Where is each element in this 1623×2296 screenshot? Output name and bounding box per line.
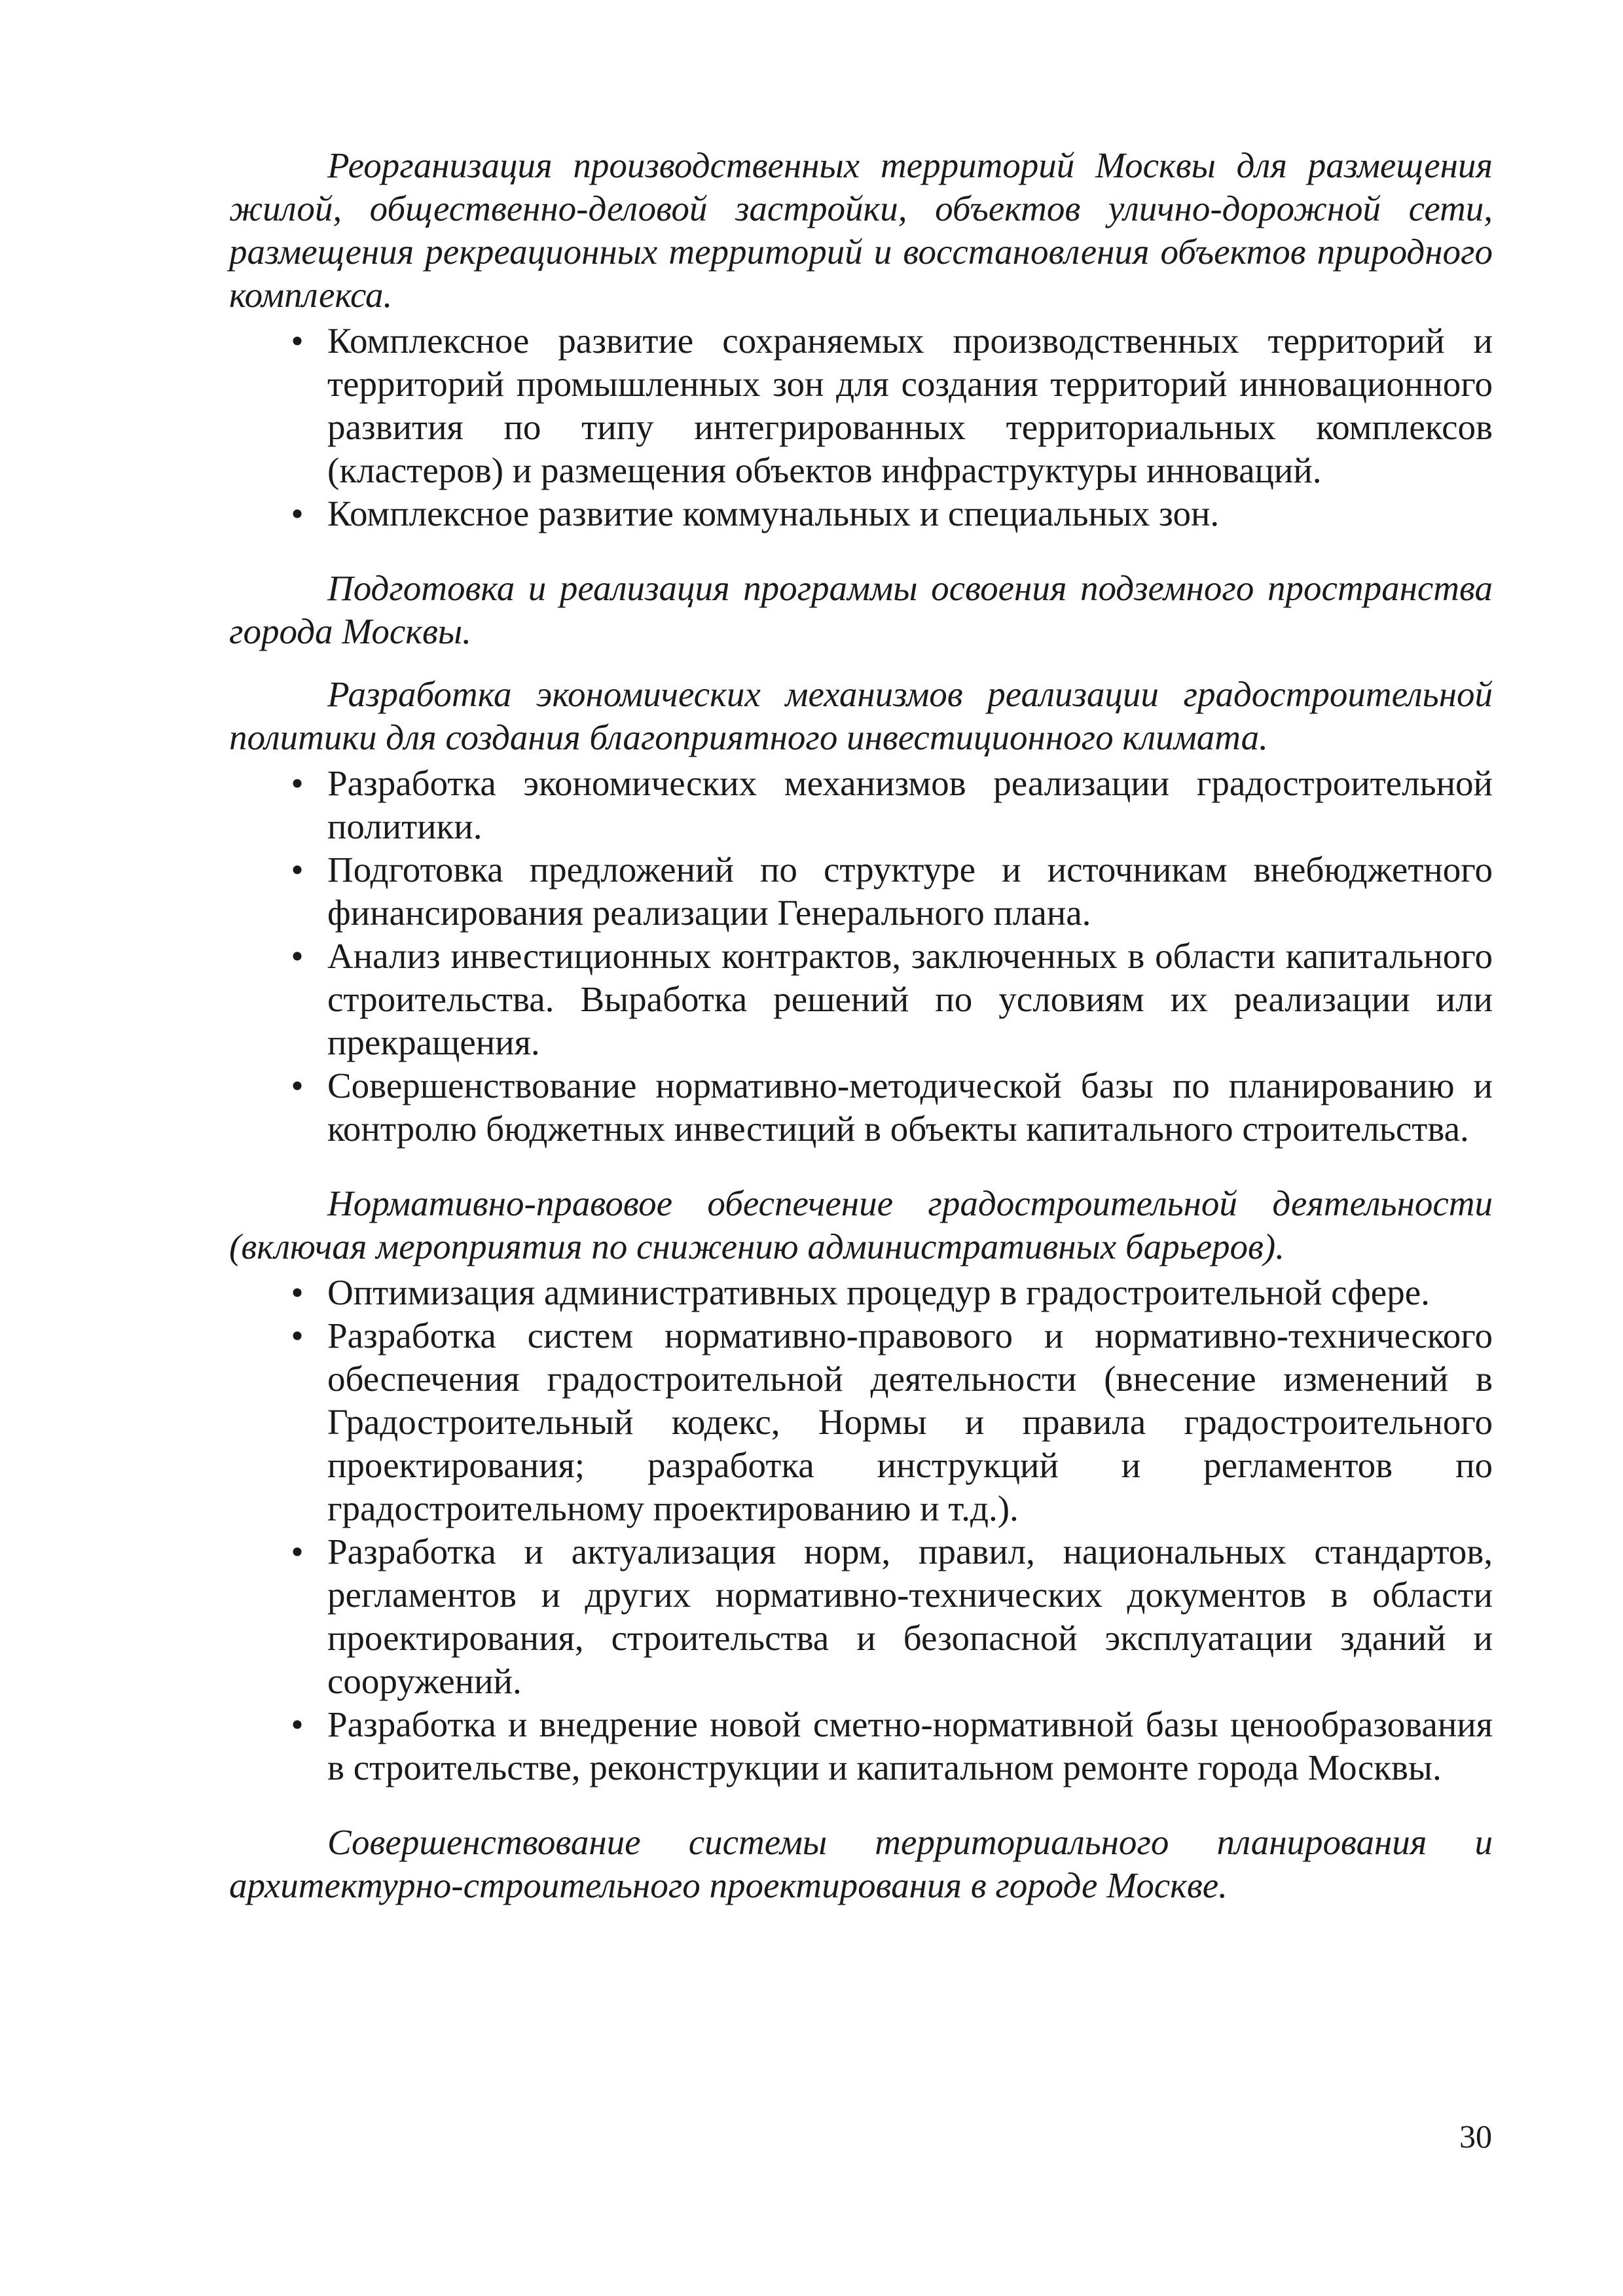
bullet-icon: • [291, 1066, 304, 1105]
bullet-icon: • [291, 1704, 304, 1744]
list-item-text: Разработка систем нормативно-правового и нормативно-технического обеспечения градостроительной деятельности (внесение изменений в Градостроительный кодекс, Нормы и правила градостроительного проектирования; разработка инструкций и регламентов по градостроительному проектированию и т.д.). [327, 1316, 1493, 1528]
list-item-text: Совершенствование нормативно-методической базы по планированию и контролю бюджетных инвестиций в объекты капитального строительства. [327, 1066, 1493, 1149]
bullet-list [229, 1271, 1493, 1789]
bullet-list [229, 762, 1493, 1151]
list-item [229, 319, 1493, 492]
list-item [229, 935, 1493, 1064]
bullet-list [229, 319, 1493, 535]
bullet-icon: • [291, 763, 304, 803]
section-heading: Подготовка и реализация программы освоения подземного пространства города Москвы. [229, 568, 1493, 651]
bullet-icon: • [291, 1532, 304, 1571]
list-item-text: Анализ инвестиционных контрактов, заключенных в области капитального строительства. Выработка решений по условиям их реализации или прекращения. [327, 936, 1493, 1062]
page-body [229, 144, 1493, 1907]
list-item-text: Разработка и внедрение новой сметно-нормативной базы ценообразования в строительстве, реконструкции и капитальном ремонте города Москвы. [327, 1704, 1493, 1787]
list-item-text: Разработка экономических механизмов реализации градостроительной политики. [327, 763, 1493, 846]
list-item-text: Подготовка предложений по структуре и источникам внебюджетного финансирования реализации Генерального плана. [327, 850, 1493, 933]
bullet-icon: • [291, 321, 304, 361]
list-item [229, 1064, 1493, 1151]
bullet-icon: • [291, 1316, 304, 1355]
list-item [229, 1530, 1493, 1703]
bullet-icon: • [291, 850, 304, 889]
section-heading: Реорганизация производственных территорий Москвы для размещения жилой, общественно-деловой застройки, объектов улично-дорожной сети, размещения рекреационных территорий и восстановления объектов природного комплекса. [229, 145, 1493, 315]
spacer [229, 653, 1493, 673]
bullet-icon: • [291, 493, 304, 533]
section-heading: Нормативно-правовое обеспечение градостроительной деятельности (включая мероприятия по снижению административных барьеров). [229, 1183, 1493, 1266]
spacer [229, 535, 1493, 567]
list-item-text: Разработка и актуализация норм, правил, национальных стандартов, регламентов и других нормативно-технических документов в области проектирования, строительства и безопасной эксплуатации зданий и сооружений. [327, 1532, 1493, 1701]
list-item [229, 848, 1493, 935]
list-item [229, 492, 1493, 535]
list-item-text: Оптимизация административных процедур в градостроительной сфере. [327, 1272, 1430, 1312]
bullet-icon: • [291, 936, 304, 976]
section-heading: Совершенствование системы территориального планирования и архитектурно-строительного проектирования в городе Москве. [229, 1822, 1493, 1905]
bullet-icon: • [291, 1272, 304, 1312]
spacer [229, 1151, 1493, 1182]
list-item-text: Комплексное развитие коммунальных и специальных зон. [327, 493, 1220, 533]
page-number: 30 [1459, 2118, 1492, 2155]
list-item [229, 1271, 1493, 1314]
spacer [229, 1789, 1493, 1821]
list-item [229, 1314, 1493, 1530]
section-heading: Разработка экономических механизмов реализации градостроительной политики для создания благоприятного инвестиционного климата. [229, 674, 1493, 757]
list-item [229, 1703, 1493, 1789]
list-item [229, 762, 1493, 848]
list-item-text: Комплексное развитие сохраняемых производственных территорий и территорий промышленных зон для создания территорий инновационного развития по типу интегрированных территориальных комплексов (кластеров) и размещения объектов инфраструктуры инноваций. [327, 321, 1493, 490]
